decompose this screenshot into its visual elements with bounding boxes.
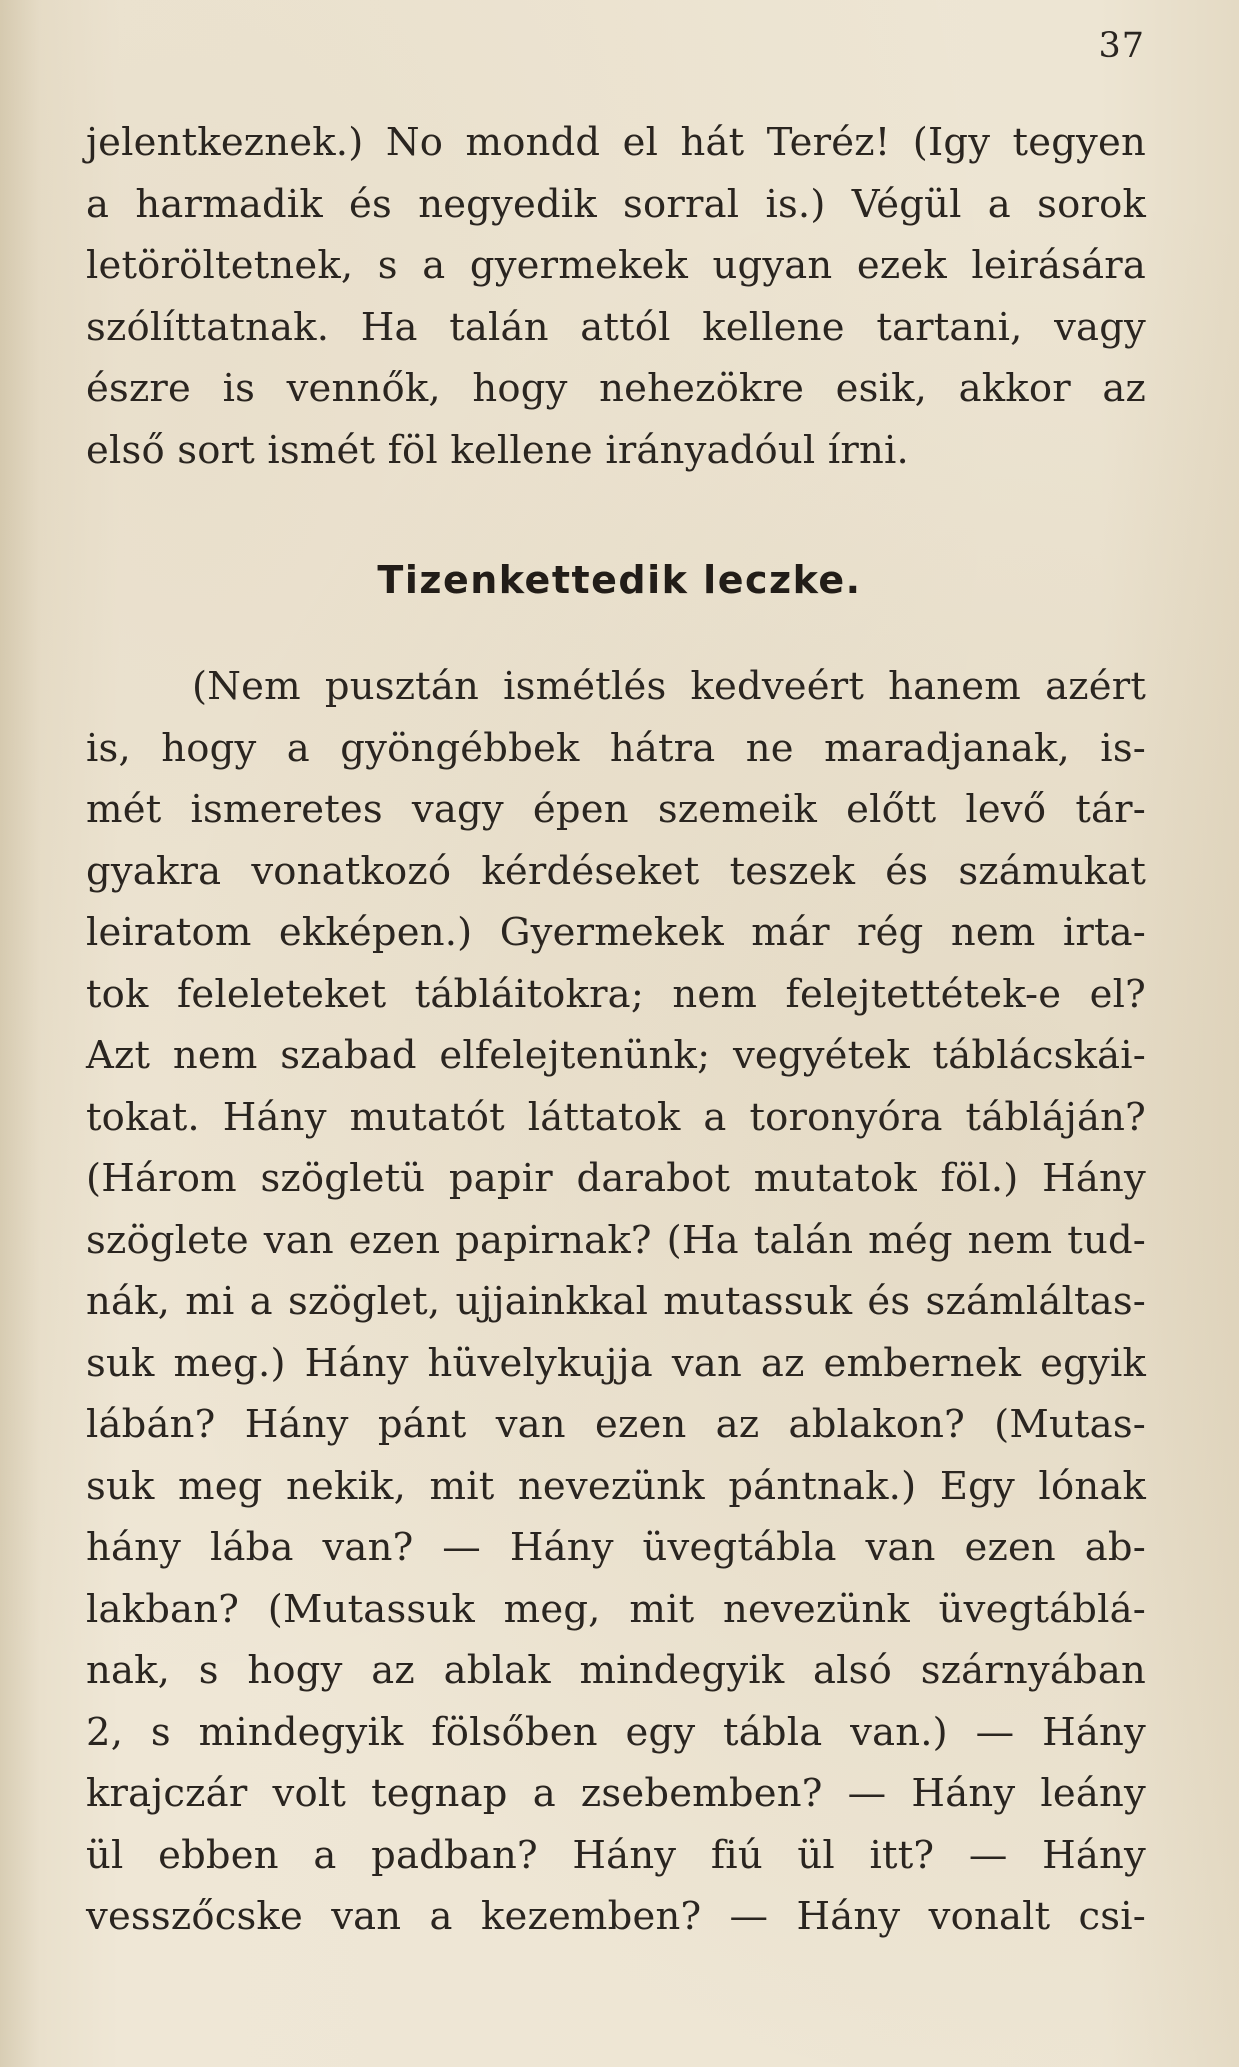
text-line: Azt nem szabad elfelejtenünk; vegyétek táblácskái- bbox=[86, 1033, 1146, 1078]
text-line: szöglete van ezen papirnak? (Ha talán még nem tud- bbox=[86, 1217, 1146, 1263]
page-number: 37 bbox=[1098, 26, 1145, 66]
text-line: letöröltetnek, s a gyermekek ugyan ezek leirására bbox=[86, 243, 1146, 288]
text-line: 2, s mindegyik fölsőben egy tábla van.) — Hány bbox=[86, 1709, 1146, 1755]
text-line: tokat. Hány mutatót láttatok a toronyóra tábláján? bbox=[86, 1094, 1146, 1140]
text-line: szólíttatnak. Ha talán attól kellene tartani, vagy bbox=[86, 304, 1146, 350]
text-line: ül ebben a padban? Hány fiú ül itt? — Hány bbox=[86, 1832, 1146, 1878]
text-line: mét ismeretes vagy épen szemeik előtt levő tár- bbox=[86, 787, 1146, 832]
text-line: tok feleleteket tábláitokra; nem felejtettétek-e el? bbox=[86, 971, 1146, 1017]
text-line: első sort ismét föl kellene irányadóul írni. bbox=[86, 427, 909, 473]
text-line: (Három szögletü papir darabot mutatok föl.) Hány bbox=[86, 1156, 1146, 1201]
text-line: lakban? (Mutassuk meg, mit nevezünk üvegtáblá- bbox=[86, 1586, 1146, 1632]
text-line: nák, mi a szöglet, ujjainkkal mutassuk és számláltas- bbox=[86, 1279, 1146, 1324]
text-line: vesszőcske van a kezemben? — Hány vonalt csi- bbox=[86, 1894, 1146, 1939]
paragraph-continued bbox=[86, 112, 1146, 481]
text-line: gyakra vonatkozó kérdéseket teszek és számukat bbox=[86, 848, 1146, 894]
text-line: leiratom ekképen.) Gyermekek már rég nem irta- bbox=[86, 910, 1146, 955]
text-line: hány lába van? — Hány üvegtábla van ezen ab- bbox=[86, 1525, 1146, 1570]
text-line: (Nem pusztán ismétlés kedveért hanem azért bbox=[192, 664, 1146, 709]
paragraph-main bbox=[86, 656, 1146, 1948]
text-line: suk meg.) Hány hüvelykujja van az embernek egyik bbox=[86, 1340, 1146, 1386]
text-line: suk meg nekik, mit nevezünk pántnak.) Egy lónak bbox=[86, 1463, 1146, 1509]
text-line: a harmadik és negyedik sorral is.) Végül a sorok bbox=[86, 181, 1146, 227]
text-line: krajczár volt tegnap a zsebemben? — Hány leány bbox=[86, 1771, 1146, 1816]
text-line: nak, s hogy az ablak mindegyik alsó szárnyában bbox=[86, 1648, 1146, 1693]
lesson-heading: Tizenkettedik leczke. bbox=[377, 558, 862, 602]
text-line: is, hogy a gyöngébbek hátra ne maradjanak, is- bbox=[86, 725, 1146, 771]
text-line: lábán? Hány pánt van ezen az ablakon? (Mutas- bbox=[86, 1402, 1146, 1447]
text-line: észre is vennők, hogy nehezökre esik, akkor az bbox=[86, 366, 1146, 411]
text-line: jelentkeznek.) No mondd el hát Teréz! (Igy tegyen bbox=[86, 120, 1146, 165]
